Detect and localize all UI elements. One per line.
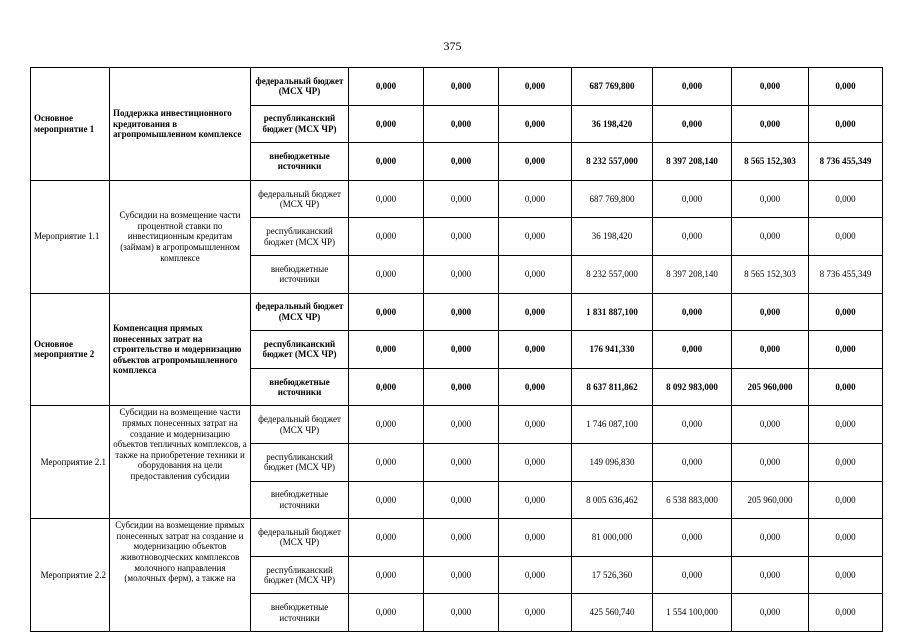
value-cell: 0,000 bbox=[499, 255, 572, 293]
page-number: 375 bbox=[443, 39, 462, 53]
value-cell: 36 198,420 bbox=[572, 105, 653, 143]
value-cell: 0,000 bbox=[499, 331, 572, 369]
value-cell: 0,000 bbox=[424, 255, 499, 293]
value-cell: 0,000 bbox=[653, 443, 732, 481]
value-cell: 0,000 bbox=[499, 594, 572, 632]
value-cell: 0,000 bbox=[653, 519, 732, 557]
value-cell: 8 736 455,349 bbox=[809, 255, 883, 293]
value-cell: 0,000 bbox=[732, 180, 809, 218]
table-row bbox=[31, 519, 883, 557]
value-cell: 8 565 152,303 bbox=[732, 255, 809, 293]
funding-source-cell: внебюджетные источники bbox=[251, 594, 349, 632]
funding-source-cell: федеральный бюджет (МСХ ЧР) bbox=[251, 180, 349, 218]
table-row bbox=[31, 406, 883, 444]
value-cell: 0,000 bbox=[349, 293, 424, 331]
description-cell: Субсидии на возмещение прямых понесенных затрат на создание и модернизацию объектов животноводческих комплексов молочного направления (молочных ферм), а также на bbox=[110, 519, 251, 632]
value-cell: 8 397 208,140 bbox=[653, 255, 732, 293]
description-cell: Субсидии на возмещение части процентной ставки по инвестиционным кредитам (займам) в агропромышленном комплексе bbox=[110, 180, 251, 293]
value-cell: 8 232 557,000 bbox=[572, 143, 653, 181]
value-cell: 0,000 bbox=[349, 406, 424, 444]
value-cell: 0,000 bbox=[424, 443, 499, 481]
value-cell: 0,000 bbox=[732, 594, 809, 632]
value-cell: 0,000 bbox=[349, 519, 424, 557]
value-cell: 0,000 bbox=[653, 406, 732, 444]
value-cell: 0,000 bbox=[653, 105, 732, 143]
funding-source-cell: республиканский бюджет (МСХ ЧР) bbox=[251, 331, 349, 369]
value-cell: 0,000 bbox=[809, 218, 883, 256]
value-cell: 8 397 208,140 bbox=[653, 143, 732, 181]
value-cell: 0,000 bbox=[732, 331, 809, 369]
value-cell: 1 554 100,000 bbox=[653, 594, 732, 632]
value-cell: 176 941,330 bbox=[572, 331, 653, 369]
event-cell: Мероприятие 2.2 bbox=[31, 519, 110, 632]
value-cell: 0,000 bbox=[349, 255, 424, 293]
value-cell: 6 538 883,000 bbox=[653, 481, 732, 519]
value-cell: 0,000 bbox=[499, 443, 572, 481]
value-cell: 0,000 bbox=[349, 143, 424, 181]
budget-table-body bbox=[31, 68, 883, 632]
value-cell: 0,000 bbox=[424, 293, 499, 331]
value-cell: 0,000 bbox=[424, 105, 499, 143]
event-cell: Мероприятие 2.1 bbox=[31, 406, 110, 519]
event-cell: Основное мероприятие 1 bbox=[31, 68, 110, 181]
budget-table bbox=[30, 67, 883, 632]
value-cell: 0,000 bbox=[499, 481, 572, 519]
funding-source-cell: республиканский бюджет (МСХ ЧР) bbox=[251, 556, 349, 594]
funding-source-cell: внебюджетные источники bbox=[251, 255, 349, 293]
value-cell: 0,000 bbox=[349, 368, 424, 406]
value-cell: 0,000 bbox=[349, 331, 424, 369]
value-cell: 149 096,830 bbox=[572, 443, 653, 481]
value-cell: 0,000 bbox=[499, 293, 572, 331]
value-cell: 0,000 bbox=[424, 331, 499, 369]
table-row bbox=[31, 68, 883, 106]
value-cell: 0,000 bbox=[653, 180, 732, 218]
value-cell: 17 526,360 bbox=[572, 556, 653, 594]
value-cell: 0,000 bbox=[653, 218, 732, 256]
funding-source-cell: республиканский бюджет (МСХ ЧР) bbox=[251, 443, 349, 481]
value-cell: 0,000 bbox=[732, 556, 809, 594]
value-cell: 0,000 bbox=[424, 368, 499, 406]
event-cell: Основное мероприятие 2 bbox=[31, 293, 110, 406]
value-cell: 0,000 bbox=[809, 180, 883, 218]
value-cell: 0,000 bbox=[499, 368, 572, 406]
value-cell: 8 005 636,462 bbox=[572, 481, 653, 519]
value-cell: 0,000 bbox=[424, 406, 499, 444]
value-cell: 0,000 bbox=[499, 180, 572, 218]
value-cell: 0,000 bbox=[809, 368, 883, 406]
value-cell: 0,000 bbox=[349, 594, 424, 632]
value-cell: 0,000 bbox=[349, 443, 424, 481]
value-cell: 1 746 087,100 bbox=[572, 406, 653, 444]
value-cell: 0,000 bbox=[732, 519, 809, 557]
table-row bbox=[31, 293, 883, 331]
value-cell: 0,000 bbox=[809, 406, 883, 444]
funding-source-cell: внебюджетные источники bbox=[251, 143, 349, 181]
value-cell: 0,000 bbox=[809, 68, 883, 106]
description-cell: Поддержка инвестиционного кредитования в агропромышленном комплексе bbox=[110, 68, 251, 181]
value-cell: 0,000 bbox=[653, 68, 732, 106]
value-cell: 0,000 bbox=[809, 594, 883, 632]
value-cell: 0,000 bbox=[349, 180, 424, 218]
value-cell: 0,000 bbox=[499, 218, 572, 256]
value-cell: 0,000 bbox=[732, 105, 809, 143]
value-cell: 0,000 bbox=[424, 556, 499, 594]
description-cell: Субсидии на возмещение части прямых понесенных затрат на создание и модернизацию объектов тепличных комплексов, а также на приобретение техники и оборудования на цели предоставления субсидии bbox=[110, 406, 251, 519]
value-cell: 81 000,000 bbox=[572, 519, 653, 557]
value-cell: 0,000 bbox=[732, 293, 809, 331]
funding-source-cell: федеральный бюджет (МСХ ЧР) bbox=[251, 293, 349, 331]
value-cell: 0,000 bbox=[424, 143, 499, 181]
value-cell: 0,000 bbox=[809, 519, 883, 557]
value-cell: 8 736 455,349 bbox=[809, 143, 883, 181]
value-cell: 0,000 bbox=[732, 218, 809, 256]
value-cell: 0,000 bbox=[732, 406, 809, 444]
value-cell: 0,000 bbox=[732, 443, 809, 481]
value-cell: 36 198,420 bbox=[572, 218, 653, 256]
value-cell: 205 960,000 bbox=[732, 481, 809, 519]
value-cell: 0,000 bbox=[424, 68, 499, 106]
value-cell: 0,000 bbox=[809, 443, 883, 481]
value-cell: 205 960,000 bbox=[732, 368, 809, 406]
funding-source-cell: внебюджетные источники bbox=[251, 368, 349, 406]
value-cell: 0,000 bbox=[349, 556, 424, 594]
value-cell: 0,000 bbox=[499, 556, 572, 594]
value-cell: 0,000 bbox=[424, 519, 499, 557]
value-cell: 0,000 bbox=[349, 481, 424, 519]
funding-source-cell: республиканский бюджет (МСХ ЧР) bbox=[251, 105, 349, 143]
funding-source-cell: внебюджетные источники bbox=[251, 481, 349, 519]
funding-source-cell: федеральный бюджет (МСХ ЧР) bbox=[251, 406, 349, 444]
funding-source-cell: федеральный бюджет (МСХ ЧР) bbox=[251, 519, 349, 557]
value-cell: 0,000 bbox=[424, 180, 499, 218]
value-cell: 0,000 bbox=[499, 143, 572, 181]
value-cell: 8 637 811,862 bbox=[572, 368, 653, 406]
value-cell: 8 232 557,000 bbox=[572, 255, 653, 293]
value-cell: 425 560,740 bbox=[572, 594, 653, 632]
value-cell: 8 092 983,000 bbox=[653, 368, 732, 406]
value-cell: 0,000 bbox=[653, 293, 732, 331]
value-cell: 0,000 bbox=[499, 519, 572, 557]
value-cell: 0,000 bbox=[809, 481, 883, 519]
event-cell: Мероприятие 1.1 bbox=[31, 180, 110, 293]
value-cell: 0,000 bbox=[809, 331, 883, 369]
value-cell: 0,000 bbox=[809, 105, 883, 143]
value-cell: 8 565 152,303 bbox=[732, 143, 809, 181]
funding-source-cell: республиканский бюджет (МСХ ЧР) bbox=[251, 218, 349, 256]
value-cell: 0,000 bbox=[809, 556, 883, 594]
description-cell: Компенсация прямых понесенных затрат на строительство и модернизацию объектов агропромышленного комплекса bbox=[110, 293, 251, 406]
value-cell: 0,000 bbox=[499, 105, 572, 143]
value-cell: 1 831 887,100 bbox=[572, 293, 653, 331]
value-cell: 0,000 bbox=[424, 218, 499, 256]
value-cell: 0,000 bbox=[349, 105, 424, 143]
value-cell: 0,000 bbox=[809, 293, 883, 331]
table-row bbox=[31, 180, 883, 218]
value-cell: 0,000 bbox=[349, 68, 424, 106]
value-cell: 0,000 bbox=[349, 218, 424, 256]
funding-source-cell: федеральный бюджет (МСХ ЧР) bbox=[251, 68, 349, 106]
value-cell: 687 769,800 bbox=[572, 68, 653, 106]
value-cell: 0,000 bbox=[499, 68, 572, 106]
value-cell: 0,000 bbox=[732, 68, 809, 106]
value-cell: 0,000 bbox=[424, 594, 499, 632]
value-cell: 0,000 bbox=[424, 481, 499, 519]
value-cell: 0,000 bbox=[653, 331, 732, 369]
value-cell: 0,000 bbox=[499, 406, 572, 444]
value-cell: 687 769,800 bbox=[572, 180, 653, 218]
value-cell: 0,000 bbox=[653, 556, 732, 594]
